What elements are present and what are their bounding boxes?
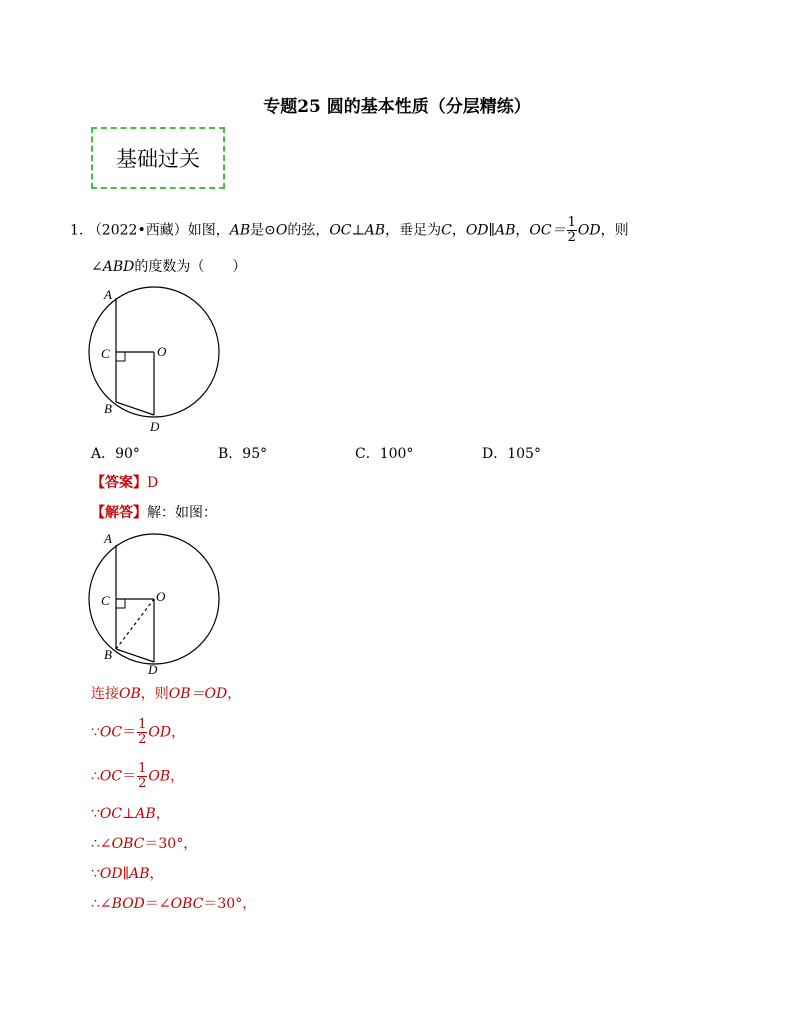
solution-header (91, 503, 217, 523)
solution-line-4 (91, 804, 170, 824)
right-angle-mark (116, 599, 125, 608)
choice-a: A．90° (91, 446, 140, 462)
q-text: 的度数为（ ） (134, 259, 247, 275)
q-frac-den: 2 (567, 230, 576, 245)
page-title: 专题25 圆的基本性质（分层精练） (263, 97, 531, 117)
sol-italic: OB＝OD (168, 686, 228, 702)
choice-b: B．95° (218, 446, 268, 462)
sol-frac-den: 2 (138, 776, 147, 791)
sol-italic: BOD (111, 896, 145, 912)
solution-line-7 (91, 894, 256, 914)
q-angle: ∠ABD (91, 259, 135, 275)
label-b: B (104, 647, 112, 662)
solution-line-2 (91, 718, 185, 747)
sol-frac-num: 1 (138, 717, 147, 732)
choice-d: D．105° (482, 446, 541, 462)
sol-italic: OBC (111, 836, 145, 852)
q-fraction (567, 216, 577, 245)
sol-italic: OC (99, 724, 123, 741)
sol-text: ∵ (91, 806, 100, 822)
sol-text: ， (170, 768, 185, 785)
sol-text: ∴ (91, 768, 100, 785)
q-perp: OC⊥AB (329, 222, 386, 239)
label-a: A (104, 287, 112, 302)
figure-question (86, 284, 226, 436)
sol-italic: OC (99, 768, 123, 785)
sol-text: ＝ (122, 724, 137, 741)
question-line-2 (91, 257, 246, 277)
sol-text: 连接 (91, 686, 119, 702)
label-a: A (104, 531, 112, 546)
q-od: OD (577, 222, 601, 239)
sol-italic: OBC (170, 896, 204, 912)
q-c: C (441, 222, 452, 239)
sol-text: ， (171, 724, 186, 741)
solution-line-5 (91, 834, 197, 854)
answer-value: D (147, 475, 159, 491)
sol-fraction (137, 762, 147, 791)
right-angle-mark (116, 352, 125, 361)
label-d: D (150, 419, 160, 434)
sol-text: ＝∠ (144, 896, 171, 912)
q-seg-ab: AB (229, 222, 251, 239)
q-text: ， (515, 222, 530, 239)
sol-text: ∴∠ (91, 896, 112, 912)
sol-text: ∵ (91, 866, 100, 882)
sol-fraction (137, 718, 147, 747)
q-oc-eq: OC＝ (529, 222, 566, 239)
sol-italic: OB (148, 768, 171, 785)
solution-line-3 (91, 762, 184, 791)
sol-text: ＝30°， (203, 896, 257, 912)
label-o: O (157, 344, 167, 359)
q-text: 是⊙ (250, 222, 276, 239)
dashed-segment-ob (116, 599, 154, 649)
label-o: O (156, 589, 166, 604)
section-badge-label: 基础过关 (116, 147, 200, 171)
sol-text: ，则 (140, 686, 169, 702)
sol-text: ， (155, 806, 170, 822)
label-b: B (104, 401, 112, 416)
question-line-1 (70, 216, 629, 245)
q-text: 的弦， (287, 222, 330, 239)
q-text: ， (451, 222, 466, 239)
sol-text: ∴∠ (91, 836, 112, 852)
sol-frac-num: 1 (138, 761, 147, 776)
q-para: OD∥AB (465, 222, 516, 239)
q-text: ，垂足为 (385, 222, 442, 239)
sol-text: ＝30°， (144, 836, 198, 852)
label-c: C (101, 593, 110, 608)
sol-italic: OB (119, 686, 141, 702)
sol-italic: OD (148, 724, 172, 741)
sol-text: ， (227, 686, 242, 702)
answer-line (91, 473, 158, 493)
sol-text: ＝ (122, 768, 137, 785)
solution-line-1 (91, 684, 241, 704)
question-source: （2022•西藏）如图， (87, 222, 230, 239)
sol-italic: OC⊥AB (99, 806, 156, 822)
sol-text: ， (149, 866, 164, 882)
q-frac-num: 1 (567, 215, 576, 230)
figure-solution (86, 531, 226, 683)
sol-frac-den: 2 (138, 732, 147, 747)
solution-intro: 解：如图： (147, 505, 217, 521)
label-c: C (101, 346, 110, 361)
q-text: ，则 (600, 222, 629, 239)
sol-italic: OD∥AB (99, 866, 150, 882)
answer-tag: 【答案】 (91, 475, 147, 491)
question-number: 1. (70, 222, 84, 239)
solution-tag: 【解答】 (91, 505, 147, 521)
section-badge (91, 127, 225, 189)
choice-c: C．100° (355, 446, 414, 462)
sol-text: ∵ (91, 724, 100, 741)
solution-line-6 (91, 864, 164, 884)
q-o: O (275, 222, 288, 239)
label-d: D (148, 662, 158, 677)
